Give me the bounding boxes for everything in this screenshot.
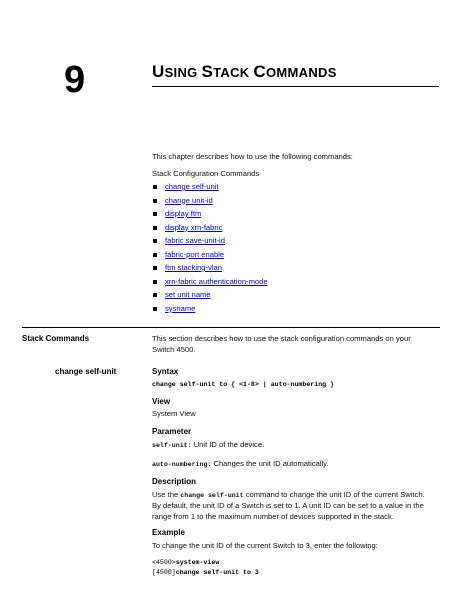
code-prompt: <4500> xyxy=(152,559,176,566)
bullet-icon xyxy=(153,239,157,243)
bullet-icon xyxy=(153,226,157,230)
syntax-code: change self-unit to { <1-8> | auto-numbering } xyxy=(152,381,335,388)
bullet-icon xyxy=(153,212,157,216)
command-link[interactable]: sysname xyxy=(165,303,196,313)
command-link[interactable]: display ftm xyxy=(165,209,202,218)
list-item xyxy=(152,290,268,304)
list-item xyxy=(152,304,268,318)
command-link[interactable]: ftm stacking-vlan xyxy=(165,263,222,272)
parameter-heading: Parameter xyxy=(152,427,192,436)
description-line xyxy=(152,490,425,501)
chapter-title-part: S xyxy=(201,62,214,81)
command-name: change self-unit xyxy=(55,367,117,376)
list-item xyxy=(152,196,268,210)
code-command: system-view xyxy=(175,559,220,566)
chapter-number: 9 xyxy=(64,59,86,101)
code-line xyxy=(152,565,259,578)
list-heading: Stack Configuration Commands xyxy=(152,169,260,178)
section-desc-line: This section describes how to use the stack configuration commands on your xyxy=(152,334,411,343)
list-item xyxy=(152,277,268,291)
bullet-icon xyxy=(153,199,157,203)
list-item xyxy=(152,223,268,237)
section-desc-line: Switch 4500. xyxy=(152,345,196,354)
description-text: command to change the unit ID of the current Switch. xyxy=(243,490,425,499)
command-link[interactable]: xrn-fabric authentication-mode xyxy=(165,276,268,286)
parameter-item xyxy=(152,459,329,470)
command-link[interactable]: set unit name xyxy=(165,290,211,299)
parameter-desc: Changes the unit ID automatically. xyxy=(211,459,329,468)
description-text: Use the xyxy=(152,490,181,499)
view-text: System View xyxy=(152,409,196,418)
description-line: range from 1 to the maximum number of devices supported in the stack. xyxy=(152,512,394,521)
bullet-icon xyxy=(153,307,157,311)
syntax-heading: Syntax xyxy=(152,367,179,376)
chapter-title xyxy=(152,62,337,83)
parameter-item xyxy=(152,440,264,451)
command-link[interactable]: change unit-id xyxy=(165,195,213,205)
command-link[interactable]: display xrn-fabric xyxy=(165,222,223,232)
chapter-title-part: U xyxy=(152,62,165,81)
list-item xyxy=(152,236,268,250)
description-line: By default, the unit ID of a Switch is set to 1. A unit ID can be set to a value in the xyxy=(152,501,424,510)
example-heading: Example xyxy=(152,528,185,537)
section-title: Stack Commands xyxy=(22,334,90,343)
parameter-name: auto-numbering: xyxy=(152,461,212,468)
parameter-name: self-unit: xyxy=(152,442,192,449)
command-link[interactable]: fabric save-unit-id xyxy=(165,236,225,245)
chapter-title-part: C xyxy=(253,62,266,81)
section-rule xyxy=(22,327,440,328)
list-item xyxy=(152,182,268,196)
bullet-icon xyxy=(153,293,157,297)
view-heading: View xyxy=(152,397,171,406)
example-text: To change the unit ID of the current Switch to 3, enter the following: xyxy=(152,541,378,550)
list-item xyxy=(152,250,268,264)
title-rule xyxy=(152,86,439,87)
description-cmd: change self-unit xyxy=(180,492,244,499)
bullet-icon xyxy=(153,253,157,257)
chapter-title-part: OMMANDS xyxy=(265,65,337,80)
chapter-title-part: TACK xyxy=(213,65,254,80)
chapter-title-part: SING xyxy=(164,65,202,80)
intro-text: This chapter describes how to use the following commands: xyxy=(152,152,353,161)
command-link[interactable]: fabric-port enable xyxy=(165,249,225,259)
list-item xyxy=(152,263,268,277)
code-prompt: [4500] xyxy=(152,569,176,576)
bullet-icon xyxy=(153,280,157,284)
bullet-icon xyxy=(153,266,157,270)
description-heading: Description xyxy=(152,477,197,486)
list-item xyxy=(152,209,268,223)
command-list xyxy=(152,182,268,317)
code-command: change self-unit to 3 xyxy=(175,569,259,576)
parameter-desc: Unit ID of the device. xyxy=(191,440,265,449)
bullet-icon xyxy=(153,185,157,189)
command-link[interactable]: change self-unit xyxy=(165,182,219,191)
